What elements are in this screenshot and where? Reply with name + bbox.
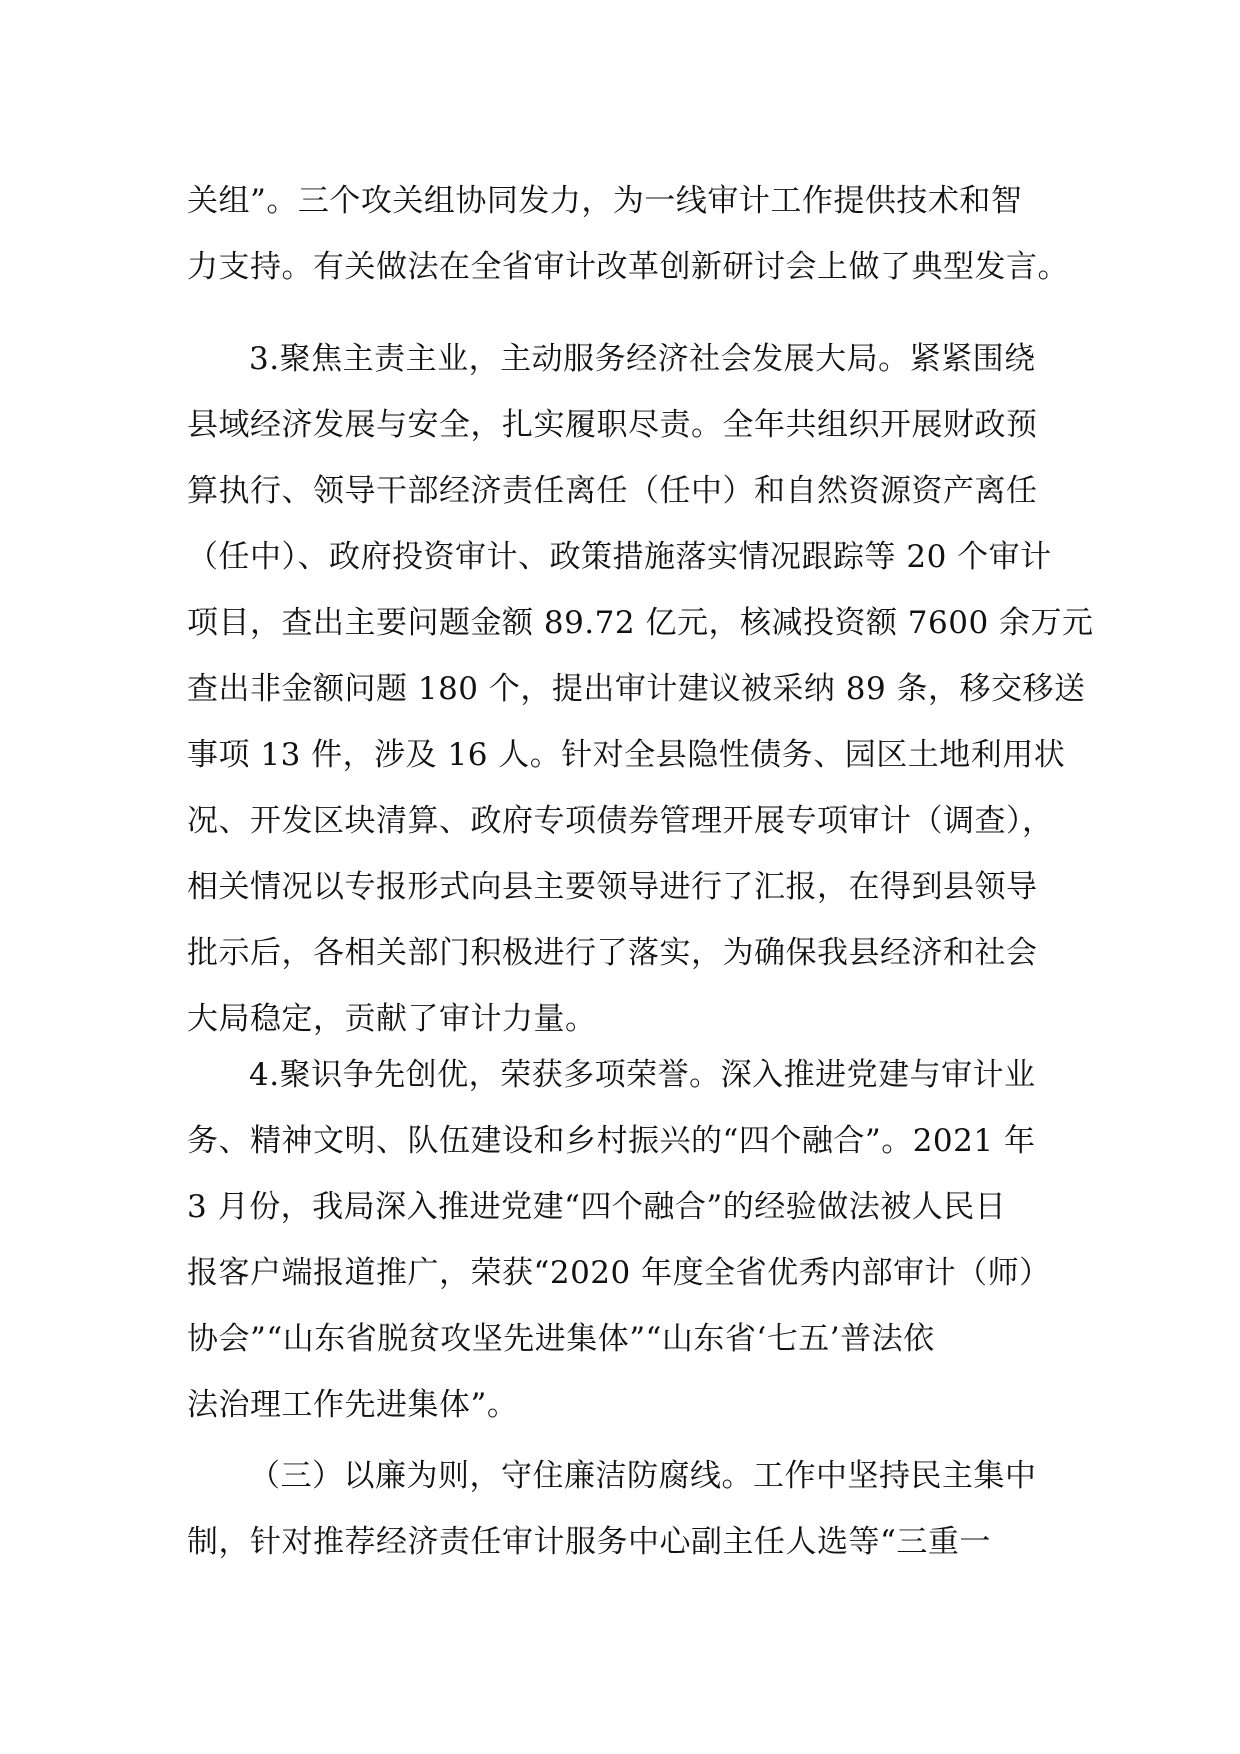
paragraph-line: 大局稳定，贡献了审计力量。 [187, 1001, 597, 1037]
paragraph-attack-groups [187, 168, 1067, 300]
paragraph-line: 3.聚焦主责主业，主动服务经济社会发展大局。紧紧围绕 [249, 341, 1036, 377]
paragraph-line: 算执行、领导干部经济责任离任（任中）和自然资源资产离任 [187, 473, 1038, 509]
paragraph-main-responsibilities [187, 326, 1094, 1052]
paragraph-line: 况、开发区块清算、政府专项债券管理开展专项审计（调查）， [187, 803, 1054, 839]
paragraph-line: 关组”。三个攻关组协同发力，为一线审计工作提供技术和智 [187, 183, 1023, 219]
paragraph-line: 相关情况以专报形式向县主要领导进行了汇报，在得到县领导 [187, 869, 1038, 905]
paragraph-line: 4.聚识争先创优，荣获多项荣誉。深入推进党建与审计业 [249, 1057, 1036, 1093]
paragraph-line: （三）以廉为则，守住廉洁防腐线。工作中坚持民主集中 [249, 1458, 1037, 1494]
paragraph-line: 制，针对推荐经济责任审计服务中心副主任人选等“三重一 [187, 1524, 991, 1560]
paragraph-line: 力支持。有关做法在全省审计改革创新研讨会上做了典型发言。 [187, 249, 1069, 285]
paragraph-line: 查出非金额问题 180 个，提出审计建议被采纳 89 条，移交移送 [187, 671, 1086, 707]
paragraph-line: 务、精神文明、队伍建设和乡村振兴的“四个融合”。2021 年 [187, 1123, 1036, 1159]
paragraph-line: （任中）、政府投资审计、政策措施落实情况跟踪等 20 个审计 [187, 539, 1052, 575]
paragraph-integrity [187, 1443, 1067, 1575]
paragraph-line: 项目，查出主要问题金额 89.72 亿元，核减投资额 7600 余万元 [187, 605, 1094, 641]
paragraph-honors [187, 1042, 1067, 1438]
paragraph-line: 县域经济发展与安全，扎实履职尽责。全年共组织开展财政预 [187, 407, 1038, 443]
paragraph-line: 批示后，各相关部门积极进行了落实，为确保我县经济和社会 [187, 935, 1038, 971]
paragraph-line: 法治理工作先进集体”。 [187, 1387, 519, 1423]
paragraph-line: 3 月份，我局深入推进党建“四个融合”的经验做法被人民日 [187, 1189, 1007, 1225]
paragraph-line: 事项 13 件，涉及 16 人。针对全县隐性债务、园区土地利用状 [187, 737, 1066, 773]
paragraph-line: 协会”“山东省脱贫攻坚先进集体”“山东省‘七五’普法依 [187, 1321, 935, 1357]
paragraph-line: 报客户端报道推广，荣获“2020 年度全省优秀内部审计（师） [187, 1255, 1051, 1291]
